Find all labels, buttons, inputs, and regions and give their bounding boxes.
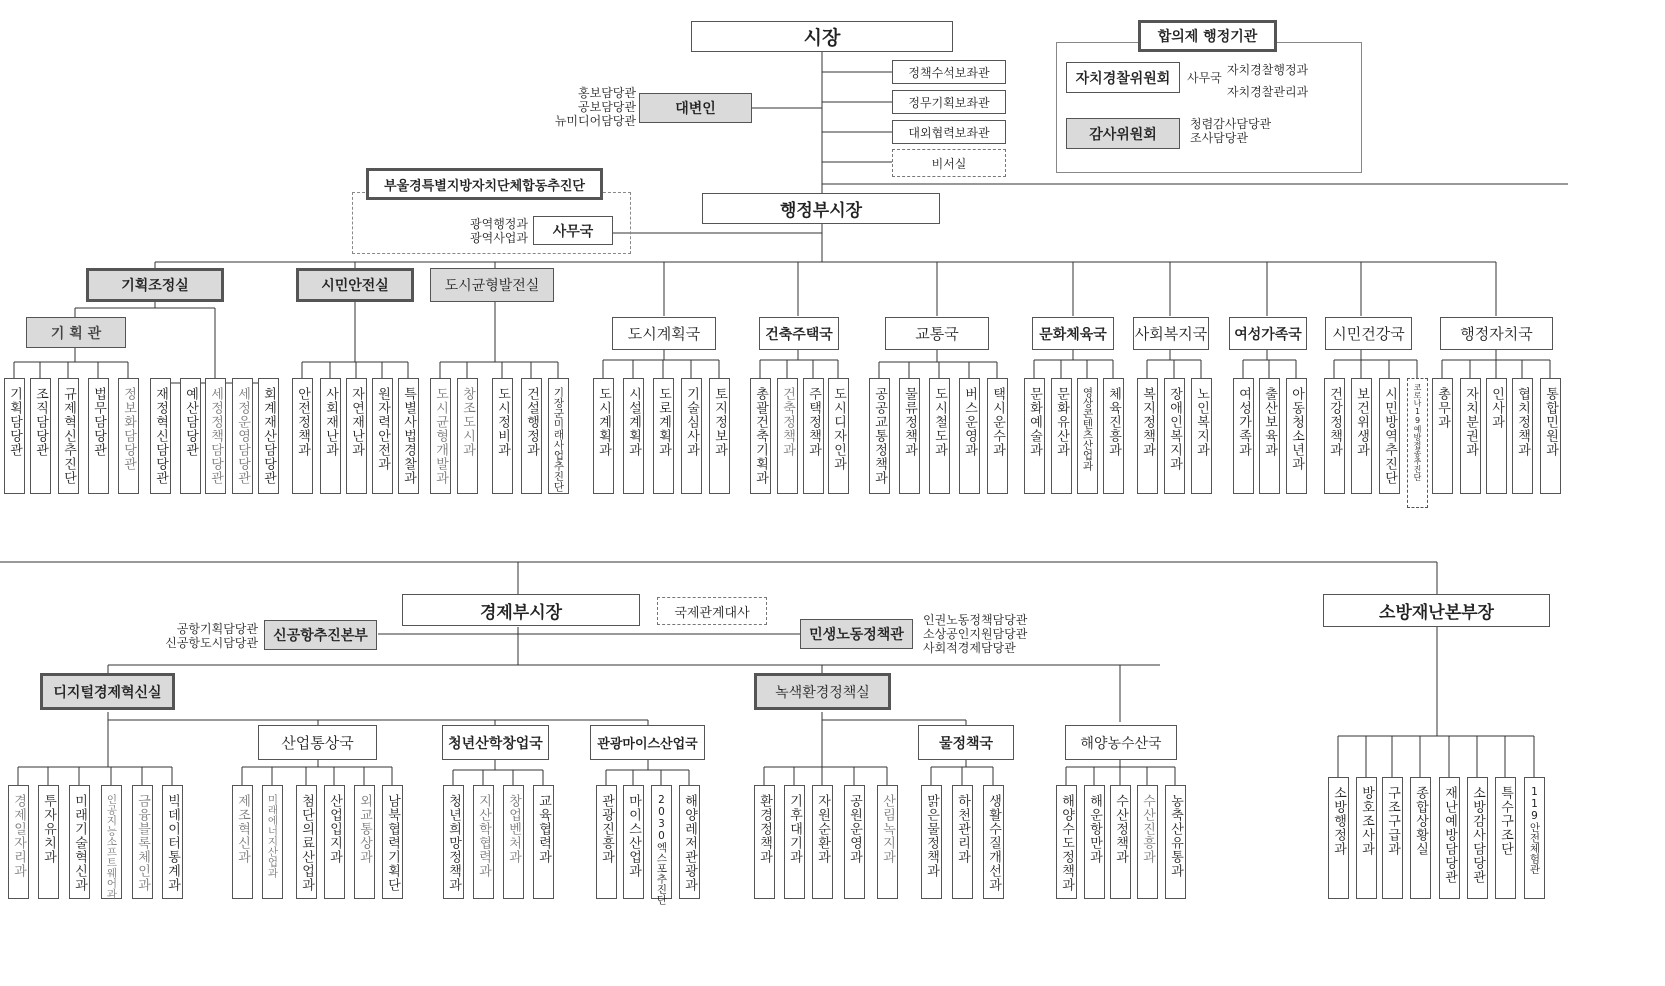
dept-fire-admin[interactable]: 소방행정과 [1328,777,1349,899]
dept-urban-renewal[interactable]: 도시정비과 [492,378,513,494]
dept-housing-policy[interactable]: 주택정책과 [803,378,824,494]
dept-urban-railway[interactable]: 도시철도과 [929,378,950,494]
dept-bus[interactable]: 버스운영과 [959,378,980,494]
planning-office-box[interactable]: 기획조정실 [86,268,224,302]
dept-tourism-promotion[interactable]: 관광진흥과 [596,785,617,899]
dept-safety-policy[interactable]: 안전정책과 [292,378,313,494]
dept-tech-review[interactable]: 기술심사과 [681,378,702,494]
dept-disaster-prevention[interactable]: 재난예방담당관 [1439,777,1460,899]
dept-regulation[interactable]: 규제혁신추진단 [58,378,79,494]
dept-health-hygiene[interactable]: 보건위생과 [1351,378,1372,494]
dept-climate-air[interactable]: 기후대기과 [784,785,805,899]
industry-bureau-box[interactable]: 산업통상국 [258,725,377,760]
dept-natural-disaster[interactable]: 자연재난과 [346,378,367,494]
dept-tax-policy[interactable]: 세정정책담당관 [205,378,226,494]
secretary-office-box[interactable]: 비서실 [892,149,1006,177]
dept-park-operation[interactable]: 공원운영과 [844,785,865,899]
dept-special-police[interactable]: 특별사법경찰과 [398,378,419,494]
dept-investment[interactable]: 투자유치과 [38,785,59,899]
urban-planning-bureau-box[interactable]: 도시계획국 [612,317,716,350]
dept-governance[interactable]: 협치정책과 [1512,378,1533,494]
mayor-box[interactable]: 시장 [691,21,953,52]
dept-facility-plan[interactable]: 시설계획과 [623,378,644,494]
transport-bureau-box[interactable]: 교통국 [885,317,989,350]
dept-situation-room[interactable]: 종합상황실 [1410,777,1431,899]
dept-informatization[interactable]: 정보화담당관 [118,378,139,494]
airport-units [160,622,258,650]
mega-region-office-box[interactable]: 사무국 [533,216,613,245]
dept-culture-arts[interactable]: 문화예술과 [1024,378,1045,494]
audit-units [1190,117,1271,145]
dept-marine-leisure[interactable]: 해양레저관광과 [679,785,700,899]
dept-fire-inspection[interactable]: 방호조사과 [1356,777,1377,899]
police-unit-1: 자치경찰행정과 [1227,63,1309,77]
housing-bureau-box[interactable]: 건축주택국 [759,317,839,350]
marine-bureau-box[interactable]: 해양농수산국 [1065,725,1177,760]
culture-bureau-box[interactable]: 문화체육국 [1032,317,1114,350]
dept-big-data[interactable]: 빅데이터통계과 [162,785,183,899]
unit-label: 뉴미디어담당관 [554,114,636,128]
unit-label: 사회적경제담당관 [923,641,1016,655]
mega-region-units [460,217,528,245]
unit-label: 광역행정과 [470,217,528,231]
dept-quarantine[interactable]: 시민방역추진단 [1379,378,1400,494]
dept-construction-admin[interactable]: 건설행정과 [521,378,542,494]
dept-decentralization[interactable]: 자치분권과 [1460,378,1481,494]
dept-fintech-blockchain[interactable]: 금융블록체인과 [132,785,153,899]
dept-agri-distribution[interactable]: 농축산유통과 [1165,785,1186,899]
dept-ocean-capital[interactable]: 해양수도정책과 [1056,785,1077,899]
dept-civil-service[interactable]: 통합민원과 [1540,378,1561,494]
dept-heritage[interactable]: 문화유산과 [1051,378,1072,494]
unit-label: 조사담당관 [1190,131,1248,145]
dept-resource-cycle[interactable]: 자원순환과 [812,785,833,899]
dept-water-quality[interactable]: 생활수질개선과 [983,785,1004,899]
political-aide-box[interactable]: 정무기획보좌관 [892,90,1006,114]
dept-organization[interactable]: 조직담당관 [30,378,51,494]
dept-youth-hope[interactable]: 청년희망정책과 [443,785,464,899]
dept-future-energy[interactable]: 미래에너지산업과 [262,785,283,899]
unit-label: 인권노동정책담당관 [923,613,1028,627]
dept-fisheries-policy[interactable]: 수산정책과 [1110,785,1131,899]
dept-health-policy[interactable]: 건강정책과 [1324,378,1345,494]
dept-forest-green[interactable]: 산림녹지과 [877,785,898,899]
dept-youth[interactable]: 아동청소년과 [1286,378,1307,494]
welfare-bureau-box[interactable]: 사회복지국 [1133,317,1209,350]
planning-officer-box[interactable]: 기 획 관 [26,317,126,348]
dept-social-disaster[interactable]: 사회재난과 [320,378,341,494]
dept-balanced-dev[interactable]: 도시균형개발과 [430,378,451,494]
dept-trade[interactable]: 외교통상과 [354,785,375,899]
dept-planning[interactable]: 기획담당관 [4,378,25,494]
livelihood-units [923,613,1027,655]
admin-vice-mayor-box[interactable]: 행정부시장 [702,193,940,224]
autonomy-bureau-box[interactable]: 행정자치국 [1440,317,1553,350]
mega-region-team-box[interactable]: 부울경특별지방자치단체합동추진단 [366,168,603,200]
dept-startup-venture[interactable]: 창업벤처과 [503,785,524,899]
unit-label: 광역사업과 [470,231,528,245]
committee-title-box: 합의제 행정기관 [1138,20,1277,52]
dept-arch-policy[interactable]: 건축정책과 [777,378,798,494]
dept-land-info[interactable]: 토지정보과 [709,378,730,494]
dept-sports[interactable]: 체육진흥과 [1103,378,1124,494]
dept-econ-jobs[interactable]: 경제일자리과 [8,785,29,899]
intl-ambassador-box[interactable]: 국제관계대사 [657,597,767,625]
health-bureau-box[interactable]: 시민건강국 [1325,317,1412,350]
dept-education[interactable]: 교육협력과 [533,785,554,899]
dept-covid-vaccine[interactable]: 코로나19예방접종추진단 [1407,378,1428,508]
dept-disability[interactable]: 장애인복지과 [1164,378,1185,494]
fire-chief-box[interactable]: 소방재난본부장 [1323,594,1550,627]
dept-fiscal-innovation[interactable]: 재정혁신담당관 [150,378,171,494]
dept-welfare-policy[interactable]: 복지정책과 [1137,378,1158,494]
dept-tax-operation[interactable]: 세정운영담당관 [232,378,253,494]
dept-accounting[interactable]: 회계재산담당관 [258,378,279,494]
dept-fisheries-promotion[interactable]: 수산진흥과 [1137,785,1158,899]
dept-arch-planning[interactable]: 총괄건축기획과 [750,378,771,494]
digital-office-box[interactable]: 디지털경제혁신실 [40,673,175,710]
spokesperson-units [548,86,636,128]
dept-taxi[interactable]: 택시운수과 [987,378,1008,494]
dept-legal[interactable]: 법무담당관 [88,378,109,494]
dept-urban-design[interactable]: 도시디자인과 [828,378,849,494]
dept-env-policy[interactable]: 환경정책과 [754,785,775,899]
green-office-box[interactable]: 녹색환경정책실 [754,673,891,710]
police-secretariat-label: 사무국 [1187,71,1222,85]
urban-office-box[interactable]: 도시균형발전실 [430,268,554,302]
dept-personnel[interactable]: 인사과 [1486,378,1507,494]
dept-future-tech[interactable]: 미래기술혁신과 [69,785,90,899]
dept-safety-experience[interactable]: 119안전체험관 [1524,777,1545,899]
water-bureau-box[interactable]: 물정책국 [918,725,1014,760]
spokesperson-box[interactable]: 대변인 [639,93,752,123]
tourism-bureau-box[interactable]: 관광마이스산업국 [590,725,705,760]
dept-media-content[interactable]: 영상콘텐츠산업과 [1077,378,1098,494]
dept-river[interactable]: 하천관리과 [952,785,973,899]
dept-clean-water[interactable]: 맑은물정책과 [921,785,942,899]
dept-expo-2030[interactable]: 2030엑스포추진단 [651,785,672,899]
dept-gijang-future[interactable]: 기장군미래사업추진단 [548,378,569,494]
women-bureau-box[interactable]: 여성가족국 [1229,317,1307,350]
dept-advanced-medical[interactable]: 첨단의료산업과 [296,785,317,899]
dept-birth-childcare[interactable]: 출산보육과 [1259,378,1280,494]
dept-women-family[interactable]: 여성가족과 [1233,378,1254,494]
dept-creative-city[interactable]: 창조도시과 [457,378,478,494]
dept-nuclear-safety[interactable]: 원자력안전과 [372,378,393,494]
livelihood-officer-box[interactable]: 민생노동정책관 [800,619,913,649]
unit-label: 공항기획담당관 [176,622,258,636]
dept-manufacturing[interactable]: 제조혁신과 [232,785,253,899]
dept-ai-software[interactable]: 인공지능소프트웨어과 [101,785,122,899]
unit-label: 신공항도시담당관 [165,636,258,650]
unit-label: 공보담당관 [578,100,636,114]
dept-general-affairs[interactable]: 총무과 [1432,378,1453,494]
policy-aide-box[interactable]: 정책수석보좌관 [892,60,1006,84]
airport-hq-box[interactable]: 신공항추진본부 [264,620,377,650]
dept-rescue-ems[interactable]: 구조구급과 [1382,777,1403,899]
dept-mice[interactable]: 마이스산업과 [623,785,644,899]
unit-label: 청렴감사담당관 [1190,117,1272,131]
dept-fire-audit[interactable]: 소방감사담당관 [1467,777,1488,899]
dept-special-rescue[interactable]: 특수구조단 [1495,777,1516,899]
audit-committee-box[interactable]: 감사위원회 [1066,118,1180,149]
external-aide-box[interactable]: 대외협력보좌관 [892,120,1006,144]
dept-public-transport[interactable]: 공공교통정책과 [869,378,890,494]
dept-shipping-port[interactable]: 해운항만과 [1084,785,1105,899]
police-committee-box[interactable]: 자치경찰위원회 [1066,62,1180,93]
dept-logistics[interactable]: 물류정책과 [899,378,920,494]
unit-label: 소상공인지원담당관 [923,627,1028,641]
police-unit-2: 자치경찰관리과 [1227,85,1309,99]
safety-office-box[interactable]: 시민안전실 [296,268,414,302]
dept-inter-korean[interactable]: 남북협력기획단 [382,785,403,899]
dept-urban-plan[interactable]: 도시계획과 [593,378,614,494]
unit-label: 홍보담당관 [578,86,636,100]
dept-industry-academia[interactable]: 지산학협력과 [473,785,494,899]
dept-budget[interactable]: 예산담당관 [180,378,201,494]
dept-elderly[interactable]: 노인복지과 [1191,378,1212,494]
youth-bureau-box[interactable]: 청년산학창업국 [442,725,549,760]
econ-vice-mayor-box[interactable]: 경제부시장 [402,594,640,626]
dept-industrial-site[interactable]: 산업입지과 [324,785,345,899]
dept-road-plan[interactable]: 도로계획과 [653,378,674,494]
